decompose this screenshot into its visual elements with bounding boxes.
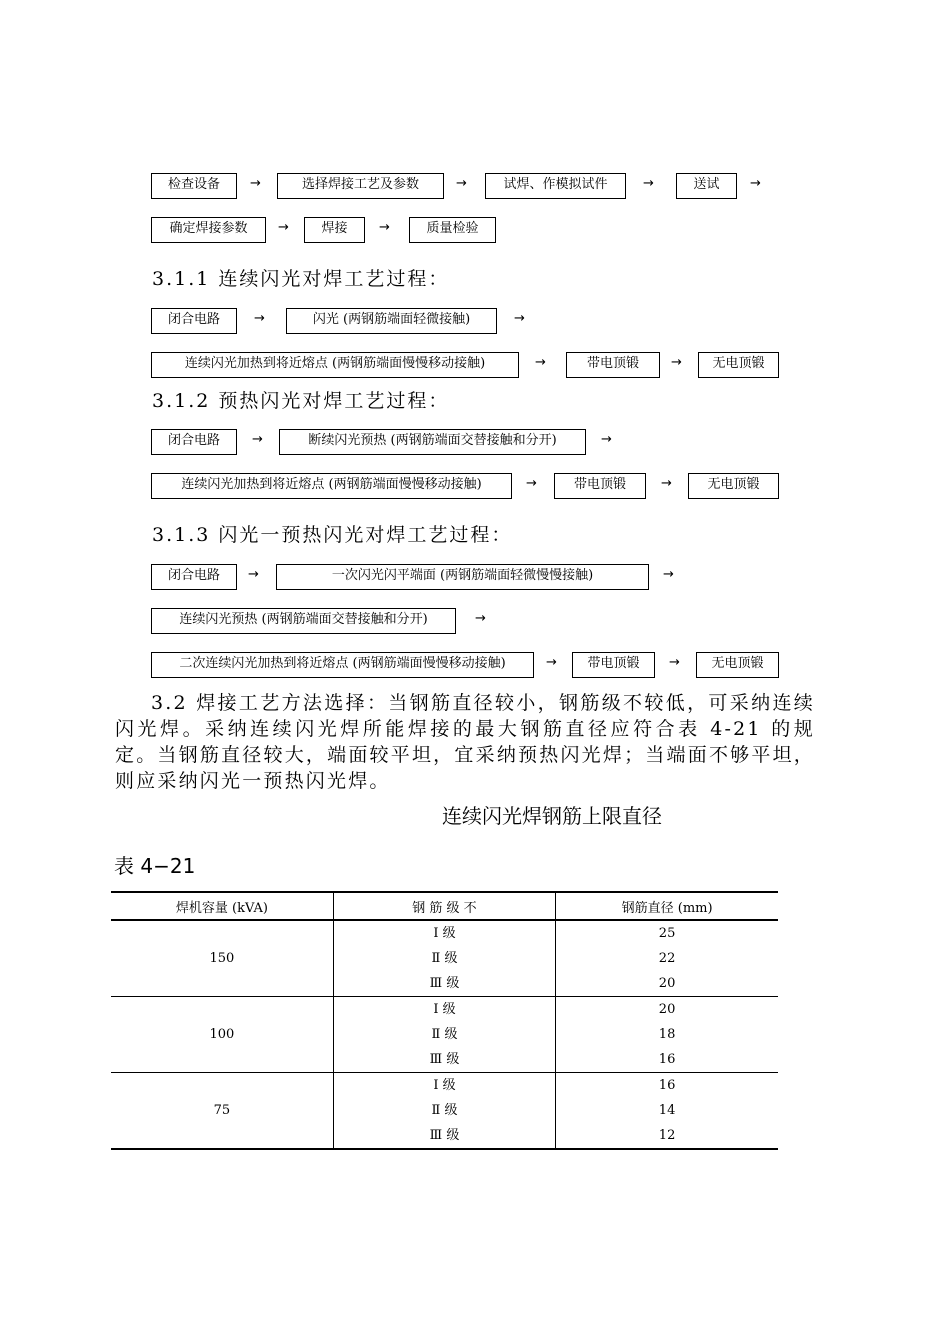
column-header-grade: 钢 筋 级 不 [333,892,555,920]
step-upset-with-current: 带电顶锻 [572,652,655,678]
flow-step-set-parameters: 确定焊接参数 [151,217,266,243]
step-intermittent-preheat: 断续闪光预热 (两钢筋端面交替接触和分开) [279,429,586,455]
grade-cell: Ⅱ 级 [333,946,555,971]
flow-arrow: → [475,611,486,626]
diameter-cell: 14 [556,1098,778,1123]
table-row [111,997,778,1023]
section-heading-3-1-3: 3.1.3 闪光一预热闪光对焊工艺过程： [152,524,513,546]
table-row [111,1073,778,1099]
flow-arrow: → [456,176,467,191]
flow-arrow: → [535,355,546,370]
flow-arrow: → [663,567,674,582]
step-close-circuit: 闭合电路 [151,564,237,590]
column-header-diameter: 钢筋直径 (mm) [556,892,778,920]
step-continuous-preheat: 连续闪光预热 (两钢筋端面交替接触和分开) [151,608,456,634]
flow-arrow: → [601,432,612,447]
step-upset-with-current: 带电顶锻 [566,352,660,378]
step-flash: 闪光 (两钢筋端面轻微接触) [286,308,497,334]
flow-arrow: → [661,476,672,491]
flow-arrow: → [671,355,682,370]
step-second-flash-heat: 二次连续闪光加热到将近熔点 (两钢筋端面慢慢移动接触) [151,652,534,678]
step-upset-with-current: 带电顶锻 [554,473,646,499]
grade-cell: Ⅰ 级 [333,1073,555,1099]
grade-cell: Ⅲ 级 [333,1047,555,1073]
flow-arrow: → [379,220,390,235]
flow-step-quality-check: 质量检验 [409,217,496,243]
grade-cell: Ⅲ 级 [333,971,555,997]
paragraph-3-2: 3.2 焊接工艺方法选择：当钢筋直径较小，钢筋级不较低，可采纳连续闪光焊。采纳连续闪光焊所能焊接的最大钢筋直径应符合表 4-21 的规定。当钢筋直径较大，端面较平坦，宜采纳预热闪光焊；当端面不够平坦，则应采纳闪光一预热闪光焊。 [115,692,815,792]
grade-cell: Ⅱ 级 [333,1098,555,1123]
section-heading-3-1-1: 3.1.1 连续闪光对焊工艺过程： [152,268,450,290]
step-close-circuit: 闭合电路 [151,308,237,334]
section-heading-3-1-2: 3.1.2 预热闪光对焊工艺过程： [152,390,450,412]
grade-cell: Ⅰ 级 [333,997,555,1023]
flow-arrow: → [669,655,680,670]
flow-arrow: → [514,311,525,326]
step-upset-without-current: 无电顶锻 [698,352,779,378]
table-row [111,920,778,946]
diameter-cell: 18 [556,1022,778,1047]
column-header-capacity: 焊机容量 (kVA) [111,892,333,920]
flow-step-select-process: 选择焊接工艺及参数 [277,173,444,199]
flow-arrow: → [526,476,537,491]
grade-cell: Ⅲ 级 [333,1123,555,1149]
diameter-cell: 25 [556,920,778,946]
flow-step-check-equipment: 检查设备 [151,173,237,199]
capacity-cell: 75 [111,1073,333,1150]
diameter-cell: 20 [556,997,778,1023]
step-upset-without-current: 无电顶锻 [688,473,779,499]
grade-cell: Ⅰ 级 [333,920,555,946]
step-close-circuit: 闭合电路 [151,429,237,455]
flow-arrow: → [643,176,654,191]
diameter-cell: 16 [556,1047,778,1073]
diameter-cell: 16 [556,1073,778,1099]
capacity-cell: 150 [111,920,333,997]
step-continuous-flash-heat: 连续闪光加热到将近熔点 (两钢筋端面慢慢移动接触) [151,352,519,378]
step-upset-without-current: 无电顶锻 [696,652,779,678]
diameter-limit-table [111,891,778,1150]
flow-step-trial-weld: 试焊、作模拟试件 [485,173,626,199]
flow-arrow: → [252,432,263,447]
diameter-cell: 22 [556,946,778,971]
flow-arrow: → [546,655,557,670]
table-title: 连续闪光焊钢筋上限直径 [442,804,662,828]
grade-cell: Ⅱ 级 [333,1022,555,1047]
step-continuous-flash-heat: 连续闪光加热到将近熔点 (两钢筋端面慢慢移动接触) [151,473,512,499]
table-header-row [111,892,778,920]
diameter-cell: 20 [556,971,778,997]
flow-step-send-test: 送试 [676,173,737,199]
flow-arrow: → [750,176,761,191]
diameter-cell: 12 [556,1123,778,1149]
flow-arrow: → [248,567,259,582]
flow-arrow: → [278,220,289,235]
flow-arrow: → [254,311,265,326]
capacity-cell: 100 [111,997,333,1073]
table-label: 表 4−21 [114,854,196,878]
flow-arrow: → [250,176,261,191]
step-first-flash: 一次闪光闪平端面 (两钢筋端面轻微慢慢接触) [276,564,649,590]
flow-step-weld: 焊接 [304,217,365,243]
